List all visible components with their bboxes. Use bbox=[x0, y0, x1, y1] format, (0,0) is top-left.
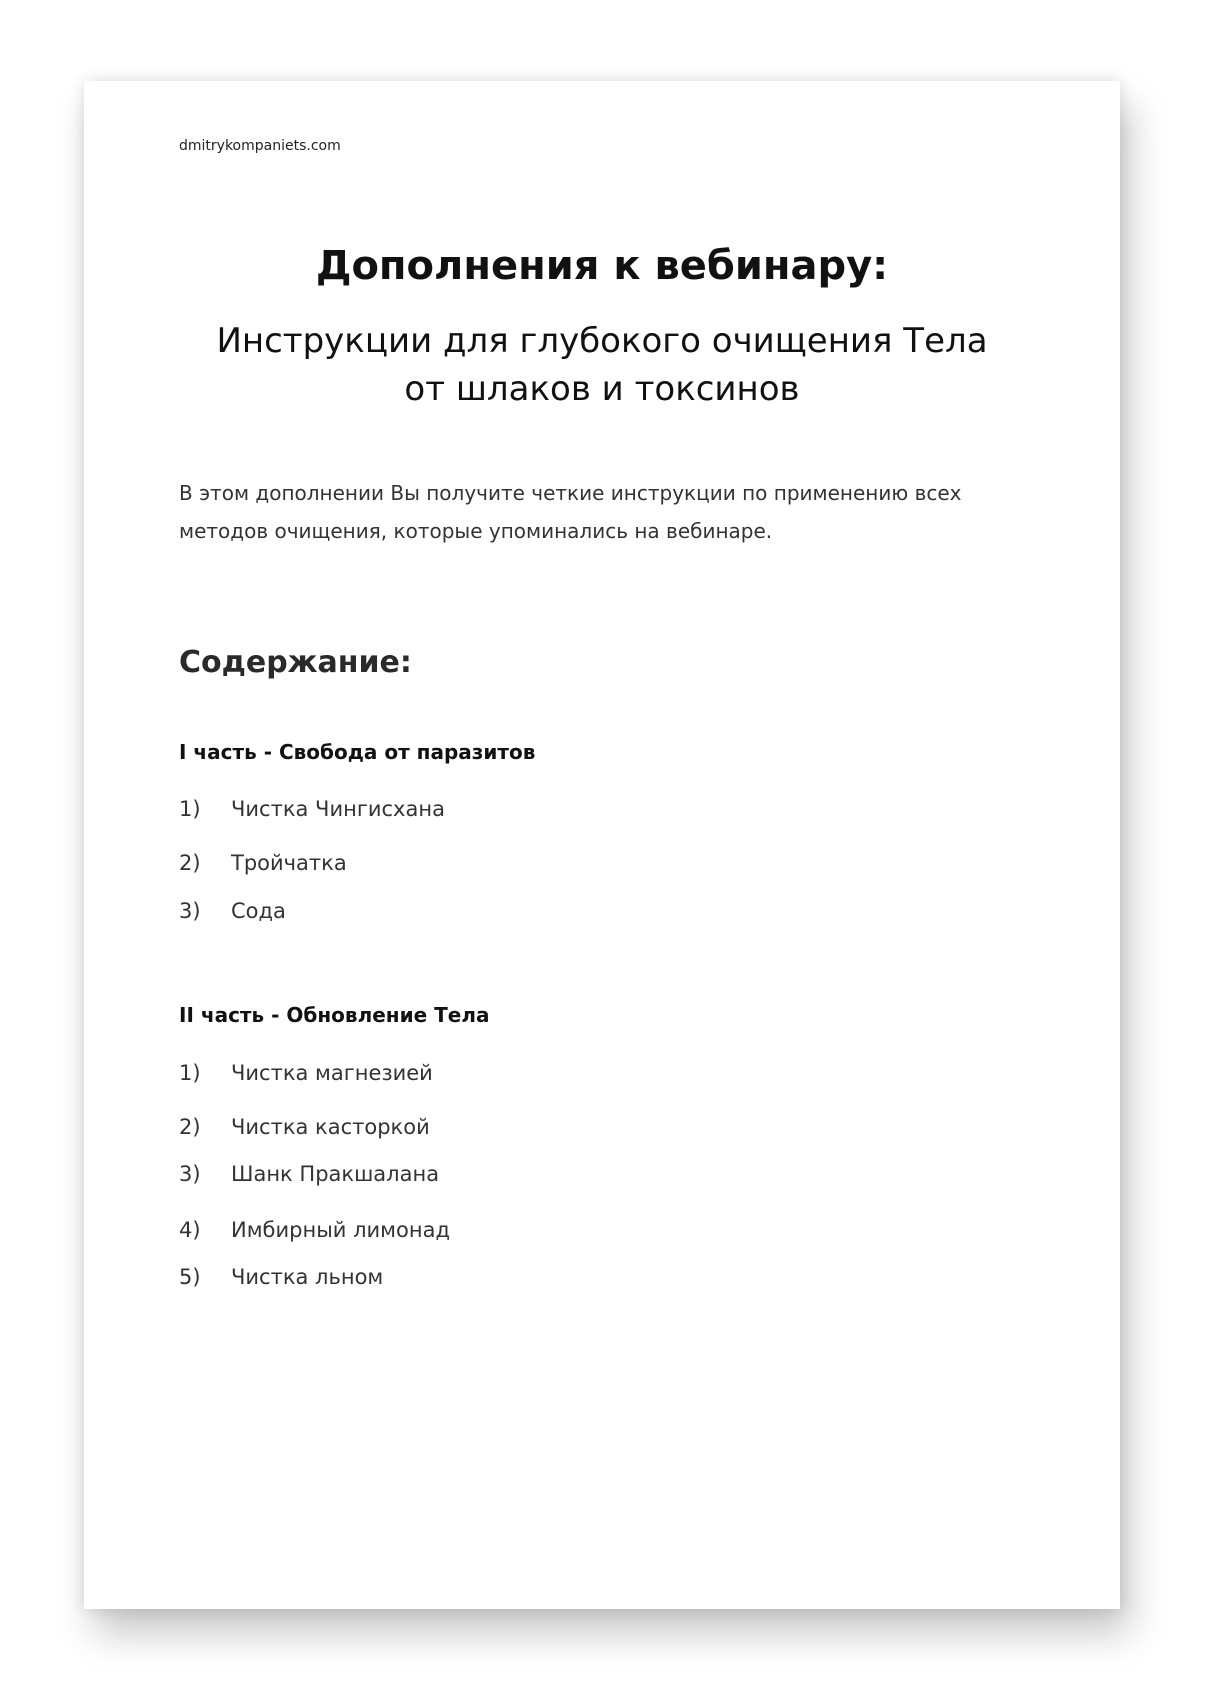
toc-item bbox=[179, 896, 286, 926]
document-title: Дополнения к вебинару: bbox=[315, 243, 889, 289]
toc-item-label: Шанк Пракшалана bbox=[231, 1162, 440, 1186]
toc-item bbox=[179, 1112, 430, 1142]
toc-item-label: Чистка Чингисхана bbox=[231, 797, 445, 821]
toc-heading: Содержание: bbox=[179, 645, 412, 680]
toc-item-label: Имбирный лимонад bbox=[231, 1218, 450, 1242]
toc-item-number: 1) bbox=[179, 1061, 201, 1085]
toc-item-number: 4) bbox=[179, 1218, 201, 1242]
toc-item-label: Чистка касторкой bbox=[231, 1115, 430, 1139]
toc-item bbox=[179, 1215, 450, 1245]
toc-item bbox=[179, 1058, 433, 1088]
toc-item-number: 5) bbox=[179, 1265, 201, 1289]
part-1-heading: I часть - Свобода от паразитов bbox=[179, 740, 536, 764]
toc-item-number: 3) bbox=[179, 1162, 201, 1186]
toc-item bbox=[179, 848, 347, 878]
toc-item-number: 2) bbox=[179, 1115, 201, 1139]
toc-item-label: Тройчатка bbox=[231, 851, 347, 875]
site-url: dmitrykompaniets.com bbox=[179, 138, 341, 154]
document-page bbox=[84, 81, 1120, 1609]
document-subtitle: Инструкции для глубокого очищения Тела от шлаков и токсинов bbox=[216, 321, 988, 409]
toc-item-number: 3) bbox=[179, 899, 201, 923]
toc-item bbox=[179, 1262, 383, 1292]
part-2-heading: II часть - Обновление Тела bbox=[179, 1003, 490, 1027]
toc-item-label: Чистка магнезией bbox=[231, 1061, 433, 1085]
intro-paragraph: В этом дополнении Вы получите четкие инструкции по применению всех методов очищения, которые упоминались на вебинаре. bbox=[179, 481, 962, 543]
toc-item-number: 2) bbox=[179, 851, 201, 875]
toc-item-label: Сода bbox=[231, 899, 286, 923]
toc-item-label: Чистка льном bbox=[231, 1265, 384, 1289]
toc-item bbox=[179, 794, 445, 824]
toc-item bbox=[179, 1159, 439, 1189]
toc-item-number: 1) bbox=[179, 797, 201, 821]
